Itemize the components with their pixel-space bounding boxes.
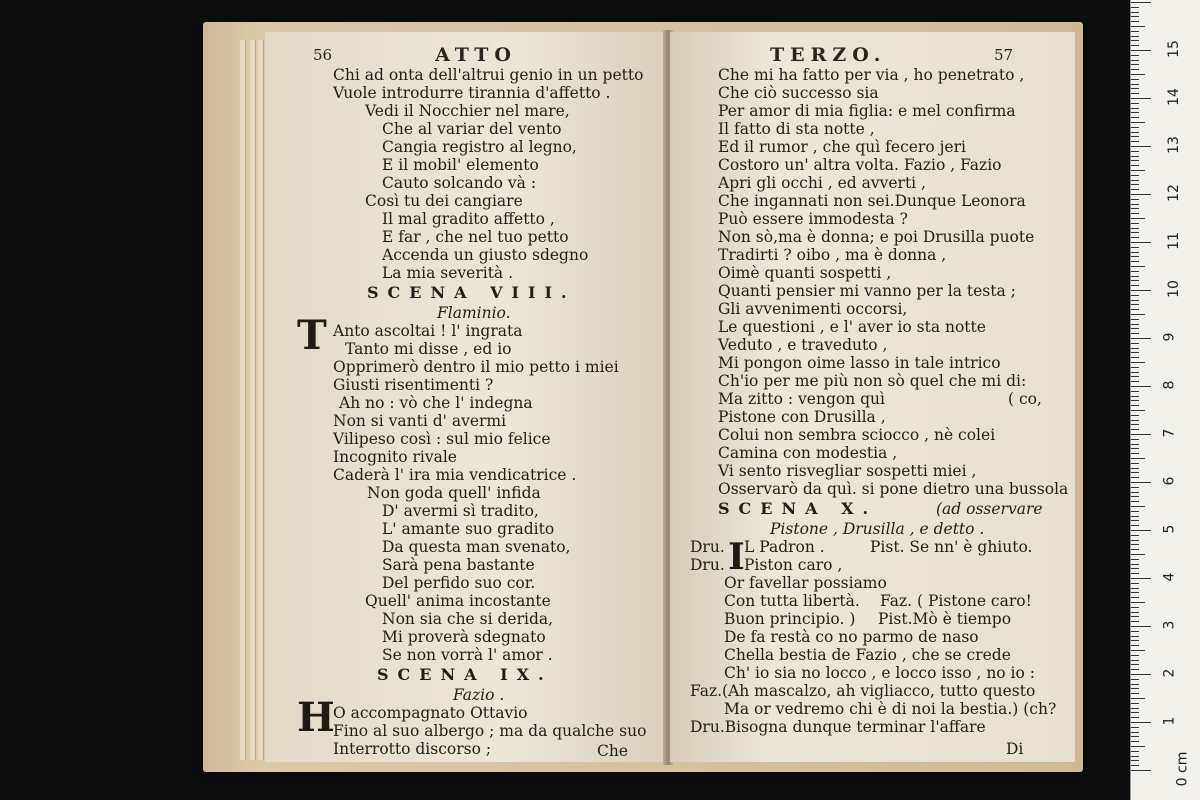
ruler-tick xyxy=(1131,487,1139,488)
ruler-tick xyxy=(1131,688,1139,689)
ruler-label: 4 xyxy=(1161,572,1178,582)
ruler-tick xyxy=(1131,578,1151,579)
ruler-tick xyxy=(1131,208,1139,209)
ruler-label: 9 xyxy=(1161,332,1178,342)
ruler-tick xyxy=(1131,189,1139,190)
ruler-tick xyxy=(1131,103,1139,104)
text-line: Piston caro , xyxy=(744,556,843,574)
ruler-tick xyxy=(1131,285,1139,286)
text-line: Opprimerò dentro il mio petto i miei xyxy=(333,358,619,376)
ruler-label: 8 xyxy=(1161,380,1178,390)
ruler-tick xyxy=(1131,520,1139,521)
page-edge xyxy=(258,40,264,760)
ruler-tick xyxy=(1131,684,1139,685)
ruler-tick xyxy=(1131,367,1139,368)
ruler-tick xyxy=(1131,280,1139,281)
text-line: Anto ascoltai ! l' ingrata xyxy=(333,322,523,340)
text-line: SCENA VIII. xyxy=(367,283,576,302)
left-page xyxy=(265,32,667,762)
ruler-tick xyxy=(1131,122,1145,123)
text-line: Apri gli occhi , ed avverti , xyxy=(718,174,926,192)
ruler-tick xyxy=(1131,352,1139,353)
text-line: Or favellar possiamo xyxy=(724,574,887,592)
ruler-tick xyxy=(1131,448,1139,449)
text-line: Mi pongon oime lasso in tale intrico xyxy=(718,354,1001,372)
ruler-tick xyxy=(1131,645,1139,646)
page-edge xyxy=(250,40,256,760)
ruler-tick xyxy=(1131,314,1145,315)
ruler-label: 5 xyxy=(1161,524,1178,534)
text-line: Ch' io sia no locco , e locco isso , no io : xyxy=(724,664,1035,682)
ruler-label: 13 xyxy=(1165,136,1182,154)
ruler-label: 10 xyxy=(1165,280,1182,298)
ruler-label: 11 xyxy=(1165,232,1182,250)
text-line: Cangia registro al legno, xyxy=(382,138,577,156)
ruler-tick xyxy=(1131,232,1139,233)
text-line: Può essere immodesta ? xyxy=(718,210,908,228)
ruler-tick xyxy=(1131,472,1139,473)
ruler-tick xyxy=(1131,540,1139,541)
text-line: ( co, xyxy=(1008,390,1042,408)
text-line: Fino al suo albergo ; ma da qualche suo xyxy=(333,722,647,740)
ruler-label: 6 xyxy=(1161,476,1178,486)
ruler-tick xyxy=(1131,151,1139,152)
ruler-tick xyxy=(1131,640,1139,641)
ruler-tick xyxy=(1131,304,1139,305)
ruler-label: 12 xyxy=(1165,184,1182,202)
ruler-tick xyxy=(1131,650,1145,651)
text-line: Quell' anima incostante xyxy=(365,592,551,610)
ruler-tick xyxy=(1131,180,1139,181)
ruler-tick xyxy=(1131,36,1139,37)
ruler-tick xyxy=(1131,429,1139,430)
drop-cap: I xyxy=(728,536,745,578)
ruler-tick xyxy=(1131,175,1139,176)
ruler-tick xyxy=(1131,333,1139,334)
text-line: Che al variar del vento xyxy=(382,120,562,138)
ruler-tick xyxy=(1131,204,1139,205)
ruler-tick xyxy=(1131,160,1139,161)
text-line: Quanti pensier mi vanno per la testa ; xyxy=(718,282,1016,300)
text-line: Non si vanti d' avermi xyxy=(333,412,507,430)
ruler-tick xyxy=(1131,237,1139,238)
text-line: Tradirti ? oibo , ma è donna , xyxy=(718,246,947,264)
text-line: Accenda un giusto sdegno xyxy=(382,246,589,264)
ruler-tick xyxy=(1131,146,1151,147)
ruler-tick xyxy=(1131,88,1139,89)
text-line: Non sia che si derida, xyxy=(382,610,554,628)
ruler-tick xyxy=(1131,21,1139,22)
text-line: Tanto mi disse , ed io xyxy=(345,340,512,358)
ruler-tick xyxy=(1131,732,1139,733)
ruler-tick xyxy=(1131,568,1139,569)
ruler-tick xyxy=(1131,660,1139,661)
ruler-tick xyxy=(1131,386,1151,387)
ruler-tick xyxy=(1131,415,1139,416)
ruler-tick xyxy=(1131,573,1139,574)
ruler-tick xyxy=(1131,55,1139,56)
ruler-tick xyxy=(1131,31,1139,32)
ruler-tick xyxy=(1131,597,1139,598)
ruler-tick xyxy=(1131,247,1139,248)
ruler-tick xyxy=(1131,655,1139,656)
ruler-tick xyxy=(1131,636,1139,637)
text-line: D' avermi sì tradito, xyxy=(382,502,539,520)
ruler-tick xyxy=(1131,525,1139,526)
ruler-tick xyxy=(1131,194,1151,195)
running-head: ATTO xyxy=(435,44,517,66)
ruler-tick xyxy=(1131,266,1145,267)
ruler-tick xyxy=(1131,348,1139,349)
ruler-tick xyxy=(1131,424,1139,425)
text-line: Che mi ha fatto per via , ho penetrato , xyxy=(718,66,1025,84)
ruler-tick xyxy=(1131,50,1151,51)
ruler-tick xyxy=(1131,765,1139,766)
ruler-tick xyxy=(1131,223,1139,224)
ruler-tick xyxy=(1131,679,1139,680)
text-line: Ed il rumor , che quì fecero jeri xyxy=(718,138,966,156)
ruler-tick xyxy=(1131,708,1139,709)
ruler-tick xyxy=(1131,16,1139,17)
ruler-tick xyxy=(1131,453,1139,454)
ruler-tick xyxy=(1131,554,1145,555)
ruler-label: 15 xyxy=(1165,40,1182,58)
ruler-tick xyxy=(1131,549,1139,550)
ruler-tick xyxy=(1131,60,1139,61)
text-line: Caderà l' ira mia vendicatrice . xyxy=(333,466,577,484)
ruler-tick xyxy=(1131,324,1139,325)
text-line: Vuole introdurre tirannia d'affetto . xyxy=(333,84,611,102)
ruler-label: 1 xyxy=(1161,716,1178,726)
ruler-tick xyxy=(1131,242,1151,243)
ruler-tick xyxy=(1131,256,1139,257)
page-edge xyxy=(240,40,246,760)
ruler-tick xyxy=(1131,741,1139,742)
ruler-tick xyxy=(1131,136,1139,137)
text-line: Il fatto di sta notte , xyxy=(718,120,875,138)
text-line: Pist. Se nn' è ghiuto. xyxy=(870,538,1033,556)
text-line: Per amor di mia figlia: e mel confirma xyxy=(718,102,1016,120)
text-line: Incognito rivale xyxy=(333,448,457,466)
ruler-tick xyxy=(1131,751,1139,752)
text-line: Che xyxy=(597,742,629,760)
ruler-tick xyxy=(1131,319,1139,320)
text-line: Pistone con Drusilla , xyxy=(718,408,886,426)
text-line: Che ciò successo sia xyxy=(718,84,879,102)
ruler-tick xyxy=(1131,74,1145,75)
ruler-tick xyxy=(1131,463,1139,464)
ruler-tick xyxy=(1131,165,1139,166)
text-line: Flaminio. xyxy=(437,304,511,322)
text-line: (ad osservare xyxy=(936,500,1043,518)
running-head: TERZO. xyxy=(770,44,887,66)
ruler-tick xyxy=(1131,583,1139,584)
ruler-tick xyxy=(1131,156,1139,157)
ruler-tick xyxy=(1131,79,1139,80)
ruler-tick xyxy=(1131,93,1139,94)
ruler-tick xyxy=(1131,727,1139,728)
text-line: De fa restà co no parmo de naso xyxy=(724,628,979,646)
text-line: Fazio . xyxy=(453,686,505,704)
ruler-tick xyxy=(1131,770,1151,771)
ruler-tick xyxy=(1131,271,1139,272)
ruler-tick xyxy=(1131,501,1139,502)
ruler-tick xyxy=(1131,40,1139,41)
ruler-tick xyxy=(1131,84,1139,85)
ruler-tick xyxy=(1131,626,1151,627)
ruler-tick xyxy=(1131,391,1139,392)
ruler-tick xyxy=(1131,631,1139,632)
ruler-tick xyxy=(1131,396,1139,397)
text-line: Ma or vedremo chi è di noi la bestia.) (ch? xyxy=(724,700,1057,718)
text-line: Oimè quanti sospetti , xyxy=(718,264,892,282)
text-line: Interrotto discorso ; xyxy=(333,740,492,758)
ruler-tick xyxy=(1131,602,1145,603)
text-line: Ma zitto : vengon quì xyxy=(718,390,885,408)
ruler-tick xyxy=(1131,674,1151,675)
ruler-tick xyxy=(1131,64,1139,65)
ruler-tick xyxy=(1131,511,1139,512)
ruler-tick xyxy=(1131,444,1139,445)
text-line: Sarà pena bastante xyxy=(382,556,535,574)
text-line: Chella bestia de Fazio , che se crede xyxy=(724,646,1011,664)
ruler-tick xyxy=(1131,420,1139,421)
ruler-tick xyxy=(1131,492,1139,493)
ruler-tick xyxy=(1131,468,1139,469)
right-page xyxy=(670,32,1075,762)
ruler-tick xyxy=(1131,544,1139,545)
ruler-tick xyxy=(1131,199,1139,200)
ruler-label: 3 xyxy=(1161,620,1178,630)
ruler-tick xyxy=(1131,372,1139,373)
ruler-tick xyxy=(1131,712,1139,713)
ruler-tick xyxy=(1131,184,1139,185)
text-line: Faz.(Ah mascalzo, ah vigliacco, tutto questo xyxy=(690,682,1036,700)
text-line: Colui non sembra sciocco , nè colei xyxy=(718,426,996,444)
ruler-tick xyxy=(1131,117,1139,118)
ruler-tick xyxy=(1131,496,1139,497)
ruler-tick xyxy=(1131,717,1139,718)
ruler-tick xyxy=(1131,664,1139,665)
ruler-tick xyxy=(1131,338,1151,339)
text-line: Non goda quell' infida xyxy=(367,484,541,502)
text-line: SCENA IX. xyxy=(377,665,553,684)
text-line: Costoro un' altra volta. Fazio , Fazio xyxy=(718,156,1002,174)
text-line: L Padron . xyxy=(744,538,825,556)
ruler-tick xyxy=(1131,309,1139,310)
ruler-label: 2 xyxy=(1161,668,1178,678)
ruler-tick xyxy=(1131,530,1151,531)
ruler-tick xyxy=(1131,736,1139,737)
ruler-tick xyxy=(1131,328,1139,329)
ruler-tick xyxy=(1131,410,1145,411)
ruler-tick xyxy=(1131,213,1139,214)
ruler-label: 14 xyxy=(1165,88,1182,106)
text-line: E il mobil' elemento xyxy=(382,156,539,174)
text-line: Buon principio. ) xyxy=(724,610,856,628)
page-number: 57 xyxy=(994,46,1014,64)
ruler-tick xyxy=(1131,132,1139,133)
text-line: L' amante suo gradito xyxy=(382,520,555,538)
text-line: Mi proverà sdegnato xyxy=(382,628,546,646)
text-line: Vilipeso così : sul mio felice xyxy=(333,430,551,448)
ruler-tick xyxy=(1131,400,1139,401)
ruler-tick xyxy=(1131,261,1139,262)
text-line: Cauto solcando và : xyxy=(382,174,537,192)
ruler-tick xyxy=(1131,170,1145,171)
text-line: Così tu dei cangiare xyxy=(365,192,523,210)
ruler-tick xyxy=(1131,722,1151,723)
ruler-tick xyxy=(1131,612,1139,613)
ruler-tick xyxy=(1131,45,1139,46)
text-line: Il mal gradito affetto , xyxy=(382,210,555,228)
ruler-tick xyxy=(1131,228,1139,229)
ruler-tick xyxy=(1131,592,1139,593)
text-line: Le questioni , e l' aver io sta notte xyxy=(718,318,986,336)
ruler-tick xyxy=(1131,300,1139,301)
text-line: Pist.Mò è tiempo xyxy=(878,610,1012,628)
measuring-ruler xyxy=(1130,0,1200,800)
ruler-tick xyxy=(1131,295,1139,296)
ruler-tick xyxy=(1131,252,1139,253)
ruler-tick xyxy=(1131,621,1139,622)
ruler-label: 0 cm xyxy=(1174,751,1191,787)
text-line: Osservarò da quì. si pone dietro una bussola xyxy=(718,480,1069,498)
ruler-tick xyxy=(1131,343,1139,344)
ruler-tick xyxy=(1131,7,1139,8)
ruler-tick xyxy=(1131,698,1145,699)
text-line: Veduto , e traveduto , xyxy=(718,336,888,354)
text-line: E far , che nel tuo petto xyxy=(382,228,569,246)
ruler-tick xyxy=(1131,276,1139,277)
ruler-tick xyxy=(1131,477,1139,478)
ruler-tick xyxy=(1131,535,1139,536)
ruler-tick xyxy=(1131,482,1151,483)
ruler-tick xyxy=(1131,616,1139,617)
page-number: 56 xyxy=(313,46,333,64)
text-line: Chi ad onta dell'altrui genio in un petto xyxy=(333,66,644,84)
ruler-tick xyxy=(1131,434,1151,435)
ruler-tick xyxy=(1131,141,1139,142)
text-line: Dru.Bisogna dunque terminar l'affare xyxy=(690,718,986,736)
text-line: Ch'io per me più non sò quel che mi di: xyxy=(718,372,1027,390)
text-line: Vi sento risvegliar sospetti miei , xyxy=(718,462,977,480)
text-line: Dru. xyxy=(690,538,725,556)
ruler-tick xyxy=(1131,607,1139,608)
drop-cap: T xyxy=(297,312,327,359)
ruler-tick xyxy=(1131,516,1139,517)
ruler-tick xyxy=(1131,669,1139,670)
ruler-tick xyxy=(1131,362,1145,363)
ruler-tick xyxy=(1131,376,1139,377)
ruler-tick xyxy=(1131,381,1139,382)
ruler-tick xyxy=(1131,458,1145,459)
text-line: Del perfido suo cor. xyxy=(382,574,536,592)
text-line: Se non vorrà l' amor . xyxy=(382,646,553,664)
ruler-tick xyxy=(1131,693,1139,694)
text-line: Ah no : vò che l' indegna xyxy=(339,394,533,412)
text-line: Vedi il Nocchier nel mare, xyxy=(365,102,570,120)
ruler-tick xyxy=(1131,588,1139,589)
ruler-tick xyxy=(1131,2,1151,3)
ruler-tick xyxy=(1131,108,1139,109)
ruler-tick xyxy=(1131,746,1145,747)
text-line: Pistone , Drusilla , e detto . xyxy=(770,520,985,538)
text-line: SCENA X. xyxy=(718,499,878,518)
ruler-tick xyxy=(1131,760,1139,761)
ruler-tick xyxy=(1131,12,1139,13)
text-line: Con tutta libertà. xyxy=(724,592,860,610)
ruler-tick xyxy=(1131,357,1139,358)
ruler-tick xyxy=(1131,564,1139,565)
text-line: Giusti risentimenti ? xyxy=(333,376,494,394)
ruler-tick xyxy=(1131,703,1139,704)
text-line: Camina con modestia , xyxy=(718,444,898,462)
ruler-tick xyxy=(1131,98,1151,99)
text-line: Non sò,ma è donna; e poi Drusilla puote xyxy=(718,228,1035,246)
text-line: Faz. ( Pistone caro! xyxy=(880,592,1032,610)
text-line: La mia severità . xyxy=(382,264,514,282)
ruler-tick xyxy=(1131,405,1139,406)
ruler-tick xyxy=(1131,112,1139,113)
text-line: Di xyxy=(1006,740,1024,758)
ruler-label: 7 xyxy=(1161,428,1178,438)
text-line: Gli avvenimenti occorsi, xyxy=(718,300,908,318)
text-line: Da questa man svenato, xyxy=(382,538,571,556)
ruler-tick xyxy=(1131,218,1145,219)
ruler-tick xyxy=(1131,69,1139,70)
text-line: Dru. xyxy=(690,556,725,574)
drop-cap: H xyxy=(297,694,335,741)
text-line: O accompagnato Ottavio xyxy=(333,704,528,722)
ruler-tick xyxy=(1131,559,1139,560)
text-line: Che ingannati non sei.Dunque Leonora xyxy=(718,192,1026,210)
ruler-tick xyxy=(1131,127,1139,128)
ruler-tick xyxy=(1131,290,1151,291)
ruler-tick xyxy=(1131,756,1139,757)
ruler-tick xyxy=(1131,506,1145,507)
ruler-tick xyxy=(1131,439,1139,440)
ruler-tick xyxy=(1131,26,1145,27)
